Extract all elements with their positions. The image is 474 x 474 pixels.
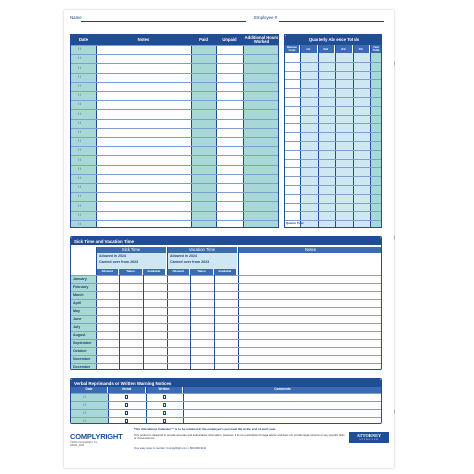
written-checkbox[interactable] <box>163 403 166 406</box>
notes-header: Notes <box>238 247 382 253</box>
sick-carried-label: Carried over from 2023 <box>99 260 139 264</box>
month-label: November <box>73 356 91 361</box>
reprimands-title: Verbal Reprimands or Written Warning Notices <box>71 379 381 387</box>
reprimands-table <box>70 378 382 424</box>
reprimand-col-header: Comments <box>183 387 382 393</box>
vacation-time-header: Vacation Time <box>167 247 237 253</box>
written-checkbox[interactable] <box>163 395 166 398</box>
month-label: December <box>73 364 91 369</box>
reprimand-col-header: Written <box>146 387 183 393</box>
attendance-log-table <box>70 34 279 228</box>
reprimand-col-header: Verbal <box>108 387 146 393</box>
retain-note: This Attendance Calendar™ is to be retained in the employee's personal file at the end of each year. <box>134 427 277 431</box>
vacation-allowed-label: Allowed in 2024 <box>170 254 197 258</box>
log-row-date[interactable]: / / <box>78 194 81 199</box>
log-row-date[interactable]: / / <box>78 203 81 208</box>
reorder-line: Five easy ways to reorder: ComplyRight.com • 800-999-9111 <box>134 447 207 450</box>
log-row-date[interactable]: / / <box>78 222 81 226</box>
month-label: February <box>73 284 89 289</box>
month-label: April <box>73 300 82 305</box>
log-row-date[interactable]: / / <box>78 120 81 125</box>
written-checkbox[interactable] <box>163 419 166 422</box>
sv-subcol-header: Allowed <box>167 269 190 275</box>
reprimand-col-header: Date <box>71 387 108 393</box>
log-row-date[interactable]: / / <box>78 65 81 70</box>
sv-subcol-header: Taken <box>190 269 213 275</box>
month-label: September <box>73 340 92 345</box>
reprimand-date-field[interactable]: / / <box>83 403 86 407</box>
written-checkbox[interactable] <box>163 411 166 414</box>
log-row-date[interactable]: / / <box>78 139 81 144</box>
log-row-date[interactable]: / / <box>78 84 81 88</box>
sick-vacation-title: Sick Time and Vacation Time <box>71 237 381 245</box>
quarterly-col-header: Year Total <box>370 45 382 53</box>
attorney-approved-badge: ATTORNEY APPROVED <box>349 432 389 443</box>
sick-allowed-label: Allowed in 2024 <box>99 254 126 258</box>
log-row-date[interactable]: / / <box>78 148 81 153</box>
reprimand-date-field[interactable]: / / <box>83 419 86 423</box>
quarterly-col-header: 4th <box>353 45 371 53</box>
name-label: Name <box>70 15 82 20</box>
verbal-checkbox[interactable] <box>125 395 128 398</box>
month-label: May <box>73 308 80 313</box>
log-row-date[interactable]: / / <box>78 157 81 162</box>
log-row-date[interactable]: / / <box>78 56 81 61</box>
sick-vacation-table <box>70 236 382 370</box>
log-row-date[interactable]: / / <box>78 74 81 79</box>
log-row-date[interactable]: / / <box>78 93 81 98</box>
log-header-additional-hours: Additional Hours Worked <box>244 34 279 44</box>
legal-disclaimer: This product is designed to provide accurate and authoritative information. However, it is not a substitute for legal advice and does not provide legal opinions on any specific facts or circumstances. <box>134 434 345 441</box>
quarterly-title: Quarterly Absence Totals <box>285 35 382 45</box>
month-label: June <box>73 316 82 321</box>
verbal-checkbox[interactable] <box>125 403 128 406</box>
employee-number-label: Employee # <box>254 15 278 20</box>
month-label: March <box>73 292 84 297</box>
month-label: January <box>73 276 87 281</box>
log-header-notes: Notes <box>96 35 191 45</box>
log-header-unpaid: Unpaid <box>216 35 243 45</box>
log-header-date: Date <box>71 35 96 45</box>
log-row-date[interactable]: / / <box>78 166 81 171</box>
quarterly-col-header: Reason Code <box>285 45 300 53</box>
employee-number-field-line[interactable] <box>279 21 384 22</box>
verbal-checkbox[interactable] <box>125 411 128 414</box>
month-label: August <box>73 332 86 337</box>
quarter-total-label: Quarter Total <box>286 221 304 225</box>
sv-subcol-header: Available <box>143 269 166 275</box>
complyright-logo: COMPLYRIGHT ©2023 ComplyRight, Inc. A9000_2024 <box>70 432 123 447</box>
sv-subcol-header: Allowed <box>96 269 119 275</box>
sv-subcol-header: Available <box>214 269 237 275</box>
sv-subcol-header: Taken <box>119 269 142 275</box>
vacation-carried-label: Carried over from 2023 <box>170 260 210 264</box>
quarterly-col-header: 1st <box>300 45 318 53</box>
quarterly-col-header: 3rd <box>335 45 353 53</box>
log-row-date[interactable]: / / <box>78 47 81 52</box>
verbal-checkbox[interactable] <box>125 419 128 422</box>
quarterly-col-header: 2nd <box>318 45 336 53</box>
log-row-date[interactable]: / / <box>78 111 81 116</box>
log-row-date[interactable]: / / <box>78 185 81 190</box>
reprimand-date-field[interactable]: / / <box>83 395 86 399</box>
log-row-date[interactable]: / / <box>78 130 81 134</box>
reprimand-date-field[interactable]: / / <box>83 411 86 415</box>
attendance-form-sheet <box>64 10 394 468</box>
sick-time-header: Sick Time <box>96 247 166 253</box>
log-header-paid: Paid <box>191 35 216 45</box>
name-field-line[interactable] <box>81 21 246 22</box>
log-row-date[interactable]: / / <box>78 102 81 107</box>
month-label: October <box>73 348 87 353</box>
log-row-date[interactable]: / / <box>78 176 81 180</box>
month-label: July <box>73 324 81 329</box>
log-row-date[interactable]: / / <box>78 212 81 217</box>
quarterly-absence-totals-table <box>284 34 382 228</box>
